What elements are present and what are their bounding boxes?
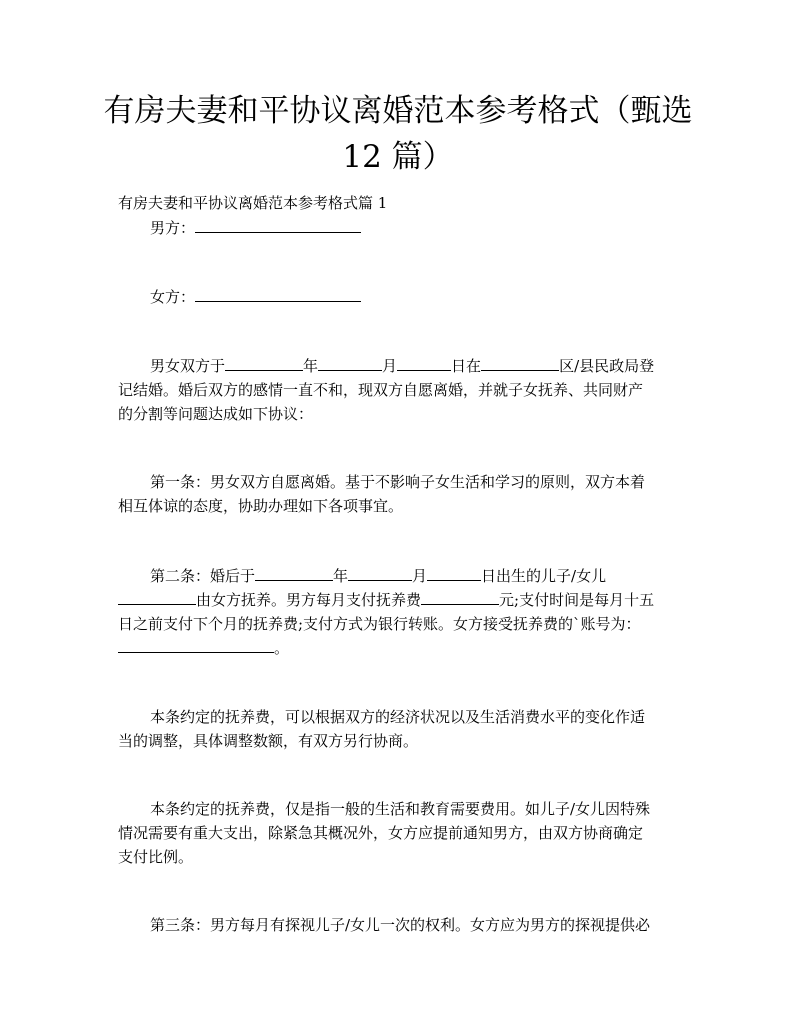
paragraph-line: 记结婚。婚后双方的感情一直不和，现双方自愿离婚，并就子女抚养、共同财产 [118, 381, 644, 399]
article-2-line [118, 564, 710, 588]
adjustment-paragraph-line: 当的调整，具体调整数额，有双方另行协商。 [118, 732, 419, 750]
adjustment-paragraph-line: 本条约定的抚养费，可以根据双方的经济状况以及生活消费水平的变化作适 [150, 708, 646, 726]
text-segment: 日出生的儿子/女儿 [481, 567, 607, 585]
male-name-blank [195, 217, 361, 233]
male-party-line [118, 216, 710, 240]
article-1-line: 第一条：男女双方自愿离婚。基于不影响子女生活和学习的原则，双方本着 [150, 473, 646, 491]
general-expense-paragraph-line: 情况需要有重大支出，除紧急其概况外，女方应提前通知男方，由双方协商确定 [118, 824, 644, 842]
text-segment: 日在 [451, 357, 482, 375]
text-segment: 由女方抚养。男方每月支付抚养费 [196, 591, 422, 609]
article-1-line: 相互体谅的态度，协助办理如下各项事宜。 [118, 497, 404, 515]
marriage-date-line [118, 354, 710, 378]
support-amount-blank [421, 589, 499, 605]
female-label: 女方： [150, 288, 196, 306]
text-segment: 月 [412, 567, 428, 585]
text-segment: 年 [303, 357, 319, 375]
text-segment: 月 [382, 357, 398, 375]
year-blank [225, 355, 303, 371]
child-name-blank [118, 589, 196, 605]
text-segment: 元;支付时间是每月十五 [499, 591, 655, 609]
district-blank [481, 355, 559, 371]
general-expense-paragraph-line: 本条约定的抚养费，仅是指一般的生活和教育需要费用。如儿子/女儿因特殊 [150, 800, 651, 818]
text-segment: 男女双方于 [150, 357, 226, 375]
text-segment: 第二条：婚后于 [150, 567, 256, 585]
paragraph-line: 的分割等问题达成如下协议： [118, 405, 314, 423]
general-expense-paragraph-line: 支付比例。 [118, 848, 194, 866]
article-3-line: 第三条：男方每月有探视儿子/女儿一次的权利。女方应为男方的探视提供必 [150, 916, 651, 934]
birth-day-blank [427, 565, 481, 581]
account-number-blank [118, 637, 274, 653]
text-segment: 年 [333, 567, 349, 585]
document-title [100, 88, 696, 180]
section-heading: 有房夫妻和平协议离婚范本参考格式篇 1 [118, 194, 388, 212]
text-segment: 区/县民政局登 [559, 357, 655, 375]
day-blank [397, 355, 451, 371]
month-blank [318, 355, 382, 371]
female-name-blank [195, 286, 361, 302]
title-line-2: 12 篇） [342, 139, 454, 175]
birth-year-blank [255, 565, 333, 581]
article-2-line: 日之前支付下个月的抚养费;支付方式为银行转账。女方接受抚养费的`账号为： [118, 615, 641, 633]
title-line-1: 有房夫妻和平协议离婚范本参考格式（甄选 [103, 93, 693, 129]
article-2-line [118, 588, 678, 612]
article-2-line [118, 636, 678, 660]
text-segment: 。 [274, 639, 290, 657]
male-label: 男方： [150, 219, 196, 237]
birth-month-blank [348, 565, 412, 581]
female-party-line [118, 285, 710, 309]
